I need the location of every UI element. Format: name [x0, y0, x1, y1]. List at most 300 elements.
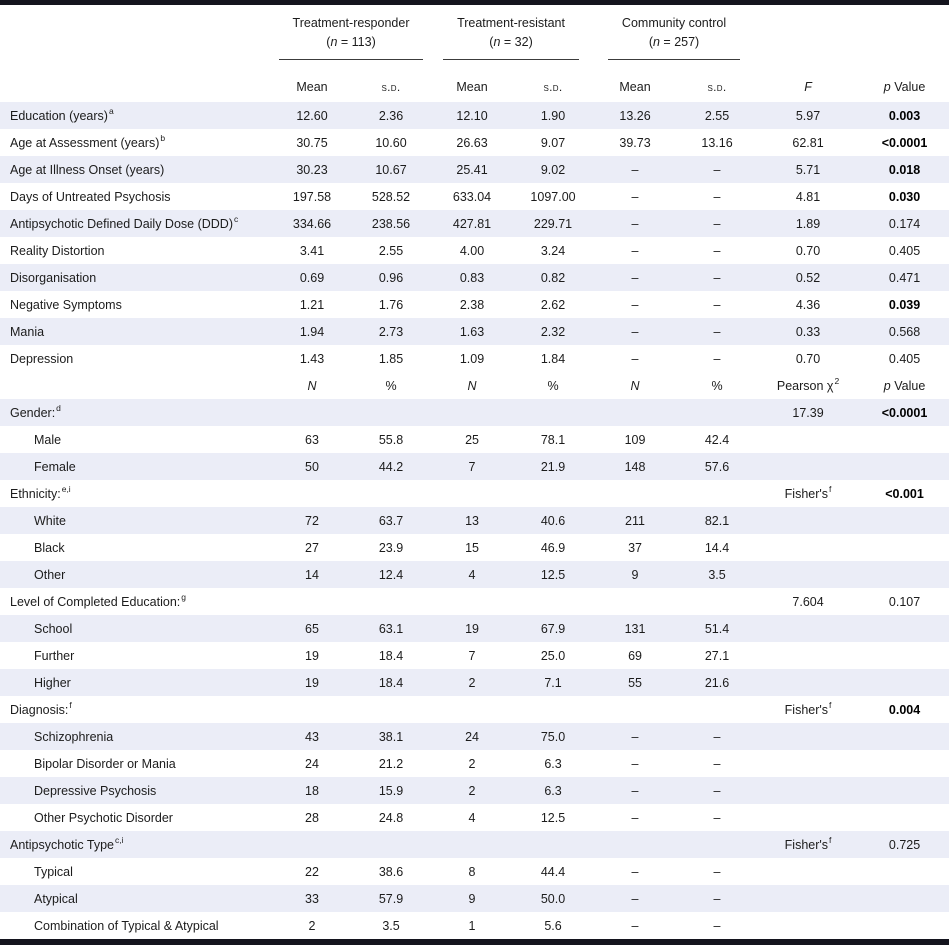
- value-cell: 10.67: [375, 162, 407, 177]
- value-cell: 8: [468, 864, 476, 879]
- value-cell: 21.9: [540, 459, 566, 474]
- value-cell: –: [631, 351, 639, 366]
- value-cell: –: [713, 756, 721, 771]
- stat-cell: [756, 750, 860, 777]
- table-row: [0, 912, 949, 939]
- table-row: [0, 615, 949, 642]
- row-label-cell: Gender:$^d$: [10, 403, 61, 420]
- p-value-cell: [860, 777, 949, 804]
- value-cell: 25.41: [456, 162, 488, 177]
- stat-cell: [756, 507, 860, 534]
- row-label-cell: Antipsychotic Defined Daily Dose (DDD)$^c$: [10, 214, 239, 231]
- value-cell: 238.56: [371, 216, 411, 231]
- table-body: [0, 102, 949, 939]
- value-cell: 2: [468, 756, 476, 771]
- value-cell: [272, 831, 352, 858]
- row-label-cell: Negative Symptoms: [10, 297, 122, 312]
- value-cell: 1.09: [459, 351, 485, 366]
- p-value-cell: [860, 804, 949, 831]
- value-cell: 21.6: [704, 675, 730, 690]
- value-cell: 25: [465, 432, 479, 447]
- value-cell: [430, 696, 514, 723]
- table-row: [0, 156, 949, 183]
- value-cell: 19: [305, 648, 319, 663]
- value-cell: 15: [465, 540, 479, 555]
- value-cell: 75.0: [540, 729, 566, 744]
- mean-header: Mean: [619, 80, 651, 94]
- value-cell: 19: [305, 675, 319, 690]
- value-cell: 44.4: [540, 864, 566, 879]
- value-cell: 33: [305, 891, 319, 906]
- value-cell: 21.2: [378, 756, 404, 771]
- table-row: [0, 345, 949, 372]
- value-cell: 1: [468, 918, 476, 933]
- value-cell: 0.69: [299, 270, 325, 285]
- value-cell: 38.1: [378, 729, 404, 744]
- value-cell: 12.5: [540, 567, 566, 582]
- mean-header: Mean: [456, 80, 488, 94]
- value-cell: 26.63: [456, 135, 488, 150]
- p-value-cell: 0.039: [888, 297, 921, 312]
- sd-header: s.d.: [381, 80, 401, 94]
- value-cell: [514, 696, 592, 723]
- value-cell: [592, 588, 678, 615]
- row-label-cell: Education (years)$^a$: [10, 106, 114, 123]
- value-cell: –: [631, 189, 639, 204]
- table-row: [0, 534, 949, 561]
- value-cell: [678, 588, 756, 615]
- group-head: [608, 14, 740, 60]
- measure-header-row: [0, 72, 949, 102]
- value-cell: 1.90: [540, 108, 566, 123]
- table-row: [0, 750, 949, 777]
- row-label-cell: Higher: [34, 675, 71, 690]
- p-value-cell: 0.004: [888, 702, 921, 717]
- percent-header-cell: %: [711, 378, 723, 393]
- value-cell: 42.4: [704, 432, 730, 447]
- value-cell: 9.07: [540, 135, 566, 150]
- stat-cell: [756, 453, 860, 480]
- value-cell: 6.3: [544, 756, 562, 771]
- value-cell: [678, 399, 756, 426]
- p-value-cell: [860, 615, 949, 642]
- table-row: [0, 318, 949, 345]
- stat-cell: [756, 561, 860, 588]
- value-cell: –: [713, 918, 721, 933]
- sd-header: s.d.: [543, 80, 563, 94]
- stat-cell: $Fisher's^f$: [784, 835, 832, 852]
- p-value-cell: 0.405: [888, 351, 921, 366]
- value-cell: –: [631, 756, 639, 771]
- value-cell: 18.4: [378, 675, 404, 690]
- value-cell: 148: [624, 459, 646, 474]
- table-row: [0, 129, 949, 156]
- stat-col-spacer: [756, 5, 860, 72]
- table-row: [0, 777, 949, 804]
- value-cell: –: [713, 189, 721, 204]
- p-value-cell: [860, 426, 949, 453]
- p-value-cell: 0.471: [888, 270, 921, 285]
- group-n: (n = 257): [648, 34, 700, 49]
- row-label-cell: Age at Assessment (years)$^b$: [10, 133, 166, 150]
- value-cell: –: [631, 270, 639, 285]
- value-cell: 27: [305, 540, 319, 555]
- row-label-cell: Other: [34, 567, 66, 582]
- row-label-cell: Days of Untreated Psychosis: [10, 189, 171, 204]
- p-value-cell: [860, 534, 949, 561]
- value-cell: 27.1: [704, 648, 730, 663]
- group-n: (n = 32): [489, 34, 533, 49]
- stats-table: [0, 5, 949, 939]
- stat-cell: 4.36: [795, 297, 821, 312]
- table-row: [0, 291, 949, 318]
- value-cell: –: [713, 162, 721, 177]
- stat-cell: [756, 615, 860, 642]
- value-cell: –: [713, 216, 721, 231]
- row-label-cell: Depression: [10, 351, 74, 366]
- value-cell: –: [713, 729, 721, 744]
- value-cell: 19: [465, 621, 479, 636]
- group-name: Community control: [621, 16, 727, 30]
- value-cell: 30.23: [296, 162, 328, 177]
- value-cell: –: [713, 297, 721, 312]
- value-cell: –: [631, 810, 639, 825]
- value-cell: –: [631, 864, 639, 879]
- value-cell: –: [713, 351, 721, 366]
- value-cell: –: [713, 810, 721, 825]
- value-cell: 51.4: [704, 621, 730, 636]
- value-cell: 57.6: [704, 459, 730, 474]
- value-cell: 24.8: [378, 810, 404, 825]
- value-cell: 1.85: [378, 351, 404, 366]
- row-label-cell: Black: [34, 540, 65, 555]
- value-cell: 0.83: [459, 270, 485, 285]
- value-cell: 197.58: [292, 189, 332, 204]
- value-cell: 4.00: [459, 243, 485, 258]
- p-value-cell: [860, 561, 949, 588]
- value-cell: [514, 399, 592, 426]
- stat-cell: [756, 723, 860, 750]
- row-label-cell: Schizophrenia: [34, 729, 114, 744]
- table-row: [0, 588, 949, 615]
- value-cell: 427.81: [452, 216, 492, 231]
- value-cell: 14.4: [704, 540, 730, 555]
- value-cell: 2.55: [378, 243, 404, 258]
- stat-cell: 0.70: [795, 351, 821, 366]
- value-cell: 5.6: [544, 918, 562, 933]
- group-n: (n = 113): [326, 34, 376, 49]
- value-cell: –: [631, 162, 639, 177]
- stat-cell: 7.604: [792, 594, 824, 609]
- value-cell: [352, 588, 430, 615]
- value-cell: 0.96: [378, 270, 404, 285]
- value-cell: 528.52: [371, 189, 411, 204]
- table-row: [0, 210, 949, 237]
- row-label-cell: Disorganisation: [10, 270, 97, 285]
- table-header: [0, 5, 949, 102]
- value-cell: 1.84: [540, 351, 566, 366]
- p-value-cell: [860, 750, 949, 777]
- value-cell: 2: [308, 918, 316, 933]
- value-cell: 2.32: [540, 324, 566, 339]
- table-row: [0, 480, 949, 507]
- group-head: [443, 14, 579, 60]
- row-label-cell: School: [34, 621, 73, 636]
- value-cell: –: [631, 216, 639, 231]
- value-cell: 67.9: [540, 621, 566, 636]
- table-row: [0, 831, 949, 858]
- value-cell: 9: [468, 891, 476, 906]
- value-cell: 55.8: [378, 432, 404, 447]
- value-cell: 18: [305, 783, 319, 798]
- value-cell: [272, 399, 352, 426]
- row-label-cell: Female: [34, 459, 76, 474]
- corner-cell: [0, 5, 272, 72]
- value-cell: 13.16: [701, 135, 733, 150]
- value-cell: 65: [305, 621, 319, 636]
- p-col-spacer: [860, 5, 949, 72]
- value-cell: 229.71: [533, 216, 573, 231]
- value-cell: 9.02: [540, 162, 566, 177]
- value-cell: 63.7: [378, 513, 404, 528]
- value-cell: [352, 480, 430, 507]
- p-value-header-cell: p Value: [883, 378, 926, 393]
- p-value-cell: 0.107: [888, 594, 921, 609]
- value-cell: –: [631, 729, 639, 744]
- p-value-cell: [860, 507, 949, 534]
- value-cell: –: [631, 783, 639, 798]
- value-cell: 3.5: [708, 567, 726, 582]
- value-cell: 3.5: [382, 918, 400, 933]
- value-cell: 12.5: [540, 810, 566, 825]
- p-value-cell: [860, 885, 949, 912]
- row-label-cell: Ethnicity:$^{e,i}$: [10, 484, 71, 501]
- stat-cell: 5.71: [795, 162, 821, 177]
- value-cell: 82.1: [704, 513, 730, 528]
- value-cell: 633.04: [452, 189, 492, 204]
- value-cell: [352, 696, 430, 723]
- value-cell: 2.55: [704, 108, 730, 123]
- value-cell: –: [713, 270, 721, 285]
- value-cell: 1.63: [459, 324, 485, 339]
- stat-cell: [756, 426, 860, 453]
- stat-cell: 62.81: [792, 135, 824, 150]
- value-cell: [678, 831, 756, 858]
- value-cell: 2: [468, 675, 476, 690]
- value-cell: 15.9: [378, 783, 404, 798]
- table-row: [0, 642, 949, 669]
- value-cell: 3.24: [540, 243, 566, 258]
- value-cell: [678, 480, 756, 507]
- value-cell: [272, 480, 352, 507]
- p-value-cell: [860, 642, 949, 669]
- value-cell: 1.94: [299, 324, 325, 339]
- stat-cell: [756, 534, 860, 561]
- row-label-cell: Antipsychotic Type$^{c,i}$: [10, 835, 124, 852]
- group-name: Treatment-resistant: [457, 16, 565, 30]
- stat-cell: [756, 669, 860, 696]
- value-cell: 14: [305, 567, 319, 582]
- value-cell: [430, 831, 514, 858]
- row-label-cell: Atypical: [34, 891, 78, 906]
- stat-cell: [756, 885, 860, 912]
- value-cell: 43: [305, 729, 319, 744]
- value-cell: –: [713, 864, 721, 879]
- p-value-cell: 0.405: [888, 243, 921, 258]
- value-cell: 2: [468, 783, 476, 798]
- value-cell: 23.9: [378, 540, 404, 555]
- p-value-cell: [860, 669, 949, 696]
- value-cell: 78.1: [540, 432, 566, 447]
- value-cell: 13: [465, 513, 479, 528]
- value-cell: 2.73: [378, 324, 404, 339]
- value-cell: 2.38: [459, 297, 485, 312]
- value-cell: 7.1: [544, 675, 562, 690]
- value-cell: 50: [305, 459, 319, 474]
- value-cell: 24: [305, 756, 319, 771]
- value-cell: 63.1: [378, 621, 404, 636]
- row-label-cell: Typical: [34, 864, 73, 879]
- table-row: [0, 453, 949, 480]
- value-cell: 30.75: [296, 135, 328, 150]
- value-cell: –: [713, 324, 721, 339]
- percent-header-cell: %: [547, 378, 559, 393]
- value-cell: 334.66: [292, 216, 332, 231]
- table-row: [0, 399, 949, 426]
- group-header-treatment-responder: [272, 5, 430, 72]
- row-label-cell: Reality Distortion: [10, 243, 105, 258]
- group-header-community-control: [592, 5, 756, 72]
- value-cell: 24: [465, 729, 479, 744]
- chi-square-header-cell: Pearson $\chi^2$: [776, 376, 840, 393]
- value-cell: 40.6: [540, 513, 566, 528]
- row-label-cell: Bipolar Disorder or Mania: [34, 756, 176, 771]
- value-cell: [514, 480, 592, 507]
- row-label-cell: [0, 372, 272, 399]
- stat-cell: $Fisher's^f$: [784, 700, 832, 717]
- stat-cell: [756, 912, 860, 939]
- value-cell: 57.9: [378, 891, 404, 906]
- stat-cell: 1.89: [795, 216, 821, 231]
- value-cell: 37: [628, 540, 642, 555]
- value-cell: 22: [305, 864, 319, 879]
- value-cell: 12.4: [378, 567, 404, 582]
- value-cell: 55: [628, 675, 642, 690]
- p-value-cell: 0.174: [888, 216, 921, 231]
- table-row: [0, 507, 949, 534]
- value-cell: 38.6: [378, 864, 404, 879]
- p-value-cell: [860, 453, 949, 480]
- value-cell: [430, 588, 514, 615]
- value-cell: 50.0: [540, 891, 566, 906]
- p-value-header: p Value: [883, 80, 926, 94]
- value-cell: –: [631, 297, 639, 312]
- table-row: [0, 237, 949, 264]
- table-row: [0, 669, 949, 696]
- p-value-cell: [860, 858, 949, 885]
- stat-cell: 17.39: [792, 405, 824, 420]
- row-label-cell: White: [34, 513, 66, 528]
- p-value-cell: 0.568: [888, 324, 921, 339]
- value-cell: 69: [628, 648, 642, 663]
- value-cell: 4: [468, 810, 476, 825]
- row-label-cell: Further: [34, 648, 75, 663]
- stat-cell: 4.81: [795, 189, 821, 204]
- group-head: [279, 14, 424, 60]
- stat-cell: [756, 858, 860, 885]
- value-cell: –: [631, 891, 639, 906]
- row-label-cell: Other Psychotic Disorder: [34, 810, 173, 825]
- p-value-cell: 0.725: [888, 837, 921, 852]
- value-cell: [678, 696, 756, 723]
- value-cell: –: [631, 918, 639, 933]
- table-row: [0, 723, 949, 750]
- row-label-cell: Mania: [10, 324, 45, 339]
- p-value-cell: <0.0001: [881, 135, 928, 150]
- value-cell: 39.73: [619, 135, 651, 150]
- group-name: Treatment-responder: [292, 16, 410, 30]
- stat-cell: 0.33: [795, 324, 821, 339]
- value-cell: [592, 480, 678, 507]
- value-cell: 131: [624, 621, 646, 636]
- value-cell: 211: [625, 513, 645, 528]
- value-cell: [592, 831, 678, 858]
- count-header-cell: N: [467, 378, 477, 393]
- value-cell: 1.43: [299, 351, 325, 366]
- value-cell: [272, 696, 352, 723]
- table-row: [0, 561, 949, 588]
- value-cell: [514, 588, 592, 615]
- value-cell: [592, 696, 678, 723]
- p-value-cell: 0.018: [888, 162, 921, 177]
- value-cell: 7: [468, 648, 476, 663]
- value-cell: 7: [468, 459, 476, 474]
- table-row: [0, 696, 949, 723]
- value-cell: 25.0: [540, 648, 566, 663]
- value-cell: 63: [305, 432, 319, 447]
- row-label-cell: Combination of Typical & Atypical: [34, 918, 219, 933]
- row-label-cell: Level of Completed Education:$^g$: [10, 592, 186, 609]
- value-cell: [272, 588, 352, 615]
- value-cell: 44.2: [378, 459, 404, 474]
- value-cell: [430, 399, 514, 426]
- stat-cell: [756, 642, 860, 669]
- value-cell: 46.9: [540, 540, 566, 555]
- value-cell: –: [631, 324, 639, 339]
- p-value-cell: <0.001: [885, 486, 924, 501]
- value-cell: [514, 831, 592, 858]
- stat-cell: $Fisher's^f$: [784, 484, 832, 501]
- value-cell: –: [713, 783, 721, 798]
- group-header-treatment-resistant: [430, 5, 592, 72]
- table-row: [0, 183, 949, 210]
- value-cell: 2.36: [378, 108, 404, 123]
- value-cell: 13.26: [619, 108, 651, 123]
- value-cell: –: [713, 243, 721, 258]
- table-row: [0, 426, 949, 453]
- p-value-cell: [860, 723, 949, 750]
- p-value-cell: [860, 912, 949, 939]
- table-row: [0, 858, 949, 885]
- value-cell: 6.3: [544, 783, 562, 798]
- value-cell: 12.60: [296, 108, 328, 123]
- p-value-cell: <0.0001: [881, 405, 928, 420]
- count-header-cell: N: [307, 378, 317, 393]
- row-label-cell: Depressive Psychosis: [34, 783, 157, 798]
- mean-header: Mean: [296, 80, 328, 94]
- value-cell: [352, 831, 430, 858]
- value-cell: 109: [624, 432, 646, 447]
